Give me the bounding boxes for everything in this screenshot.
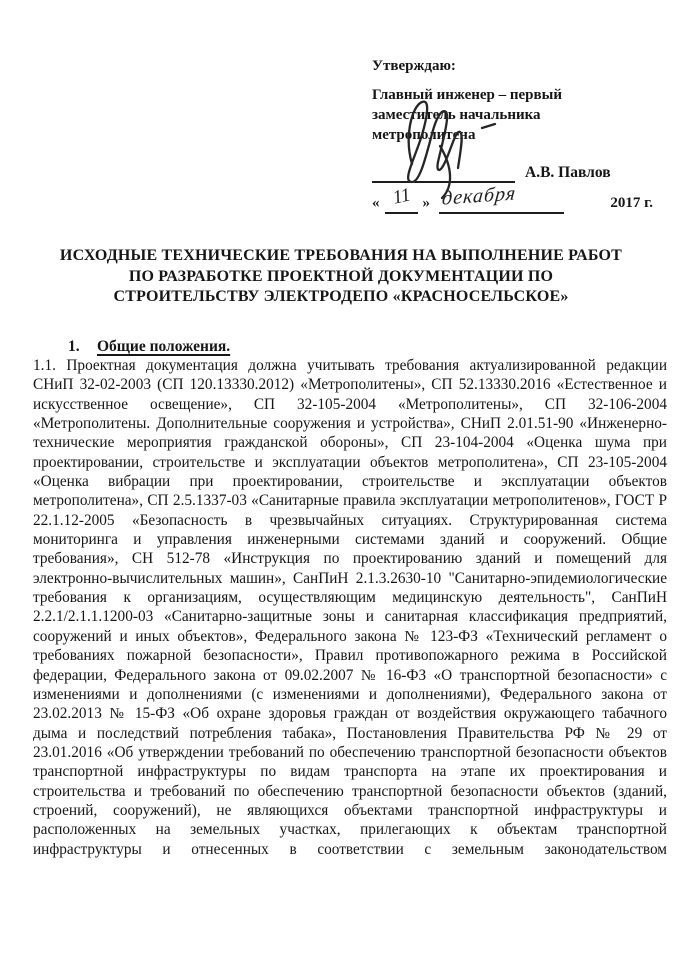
paragraph-1-1: 1.1. Проектная документация должна учитывать требования актуализированной редакции СНиП 32-02-2003 (СП 120.13330.2012) «Метрополитены», СП 52.13330.2016 «Естественное и искусственное освещение», СП 32-105-2004 «Метрополитены», СП 32-106-2004 «Метрополитены. Дополнительные сооружения и устройства», СНиП 2.01.51-90 «Инженерно-технические мероприятия гражданской обороны», СП 23-104-2004 «Оценка шума при проектировании, строительстве и эксплуатации объектов метрополитена», СП 23-105-2004 «Оценка вибрации при проектировании, строительстве и эксплуатации объектов метрополитена», СП 2.5.1337-03 «Санитарные правила эксплуатации метрополитенов», ГОСТ Р 22.1.12-2005 «Безопасность в чрезвычайных ситуациях. Структурированная система мониторинга и управления инженерными системами зданий и сооружений. Общие требования», СН 512-78 «Инструкция по проектированию зданий и помещений для электронно-вычислительных машин», СанПиН 2.1.3.2630-10 "Санитарно-эпидемиологические требования к организациям, осуществляющим медицинскую деятельность", СанПиН 2.2.1/2.1.1.1200-03 «Санитарно-защитные зоны и санитарная классификация предприятий, сооружений и иных объектов», Федерального закона № 123-ФЗ «Технический регламент о требованиях пожарной безопасности», Правил противопожарного режима в Российской федерации, Федерального закона от 09.02.2007 № 16-ФЗ «О транспортной безопасности» с изменениями и дополнениями (с изменениями и дополнениями), Федерального закона от 23.02.2013 № 15-ФЗ «Об охране здоровья граждан от воздействия окружающего табачного дыма и последствий потребления табака», Постановления Правительства РФ № 29 от 23.01.2016 «Об утверждении требований по обеспечению транспортной безопасности объектов транспортной инфраструктуры по видам транспорта на этапе их проектирования и строительства и требований по обеспечению транспортной безопасности объектов (зданий, строений, сооружений), не являющихся объектами транспортной инфраструктуры и расположенных на земельных участках, прилегающих к объектам транспортной инфраструктуры и отнесенных в соответствии с земельным законодательством	[33, 357, 667, 858]
date-day-line	[385, 184, 418, 214]
approver-position-line: заместитель начальника	[372, 107, 541, 123]
date-open-quote: «	[372, 195, 380, 211]
approver-position-line: метрополитена	[372, 127, 476, 143]
section-number: 1.	[68, 338, 80, 355]
document-title-line: ПО РАЗРАБОТКЕ ПРОЕКТНОЙ ДОКУМЕНТАЦИИ ПО	[128, 267, 554, 285]
date-month-line	[439, 182, 564, 214]
section-heading	[68, 338, 230, 356]
document-title	[0, 246, 682, 308]
date-close-quote: »	[422, 195, 430, 211]
handwritten-day: 11	[390, 184, 412, 209]
document-title-line: СТРОИТЕЛЬСТВУ ЭЛЕКТРОДЕПО «КРАСНОСЕЛЬСКОЕ»	[113, 288, 569, 305]
section-title: Общие положения.	[97, 338, 231, 355]
document-title-line: ИСХОДНЫЕ ТЕХНИЧЕСКИЕ ТРЕБОВАНИЯ НА ВЫПОЛНЕНИЕ РАБОТ	[59, 247, 623, 264]
approver-position	[372, 85, 653, 145]
signature-line	[372, 165, 515, 183]
approver-name: А.В. Павлов	[525, 164, 611, 181]
approval-label: Утверждаю:	[372, 58, 456, 74]
signature-row	[372, 161, 653, 183]
approval-block	[372, 56, 653, 214]
approver-position-line: Главный инженер – первый	[372, 87, 562, 103]
date-row	[372, 182, 653, 214]
date-year: 2017 г.	[610, 195, 653, 211]
handwritten-month: декабря	[440, 182, 518, 210]
